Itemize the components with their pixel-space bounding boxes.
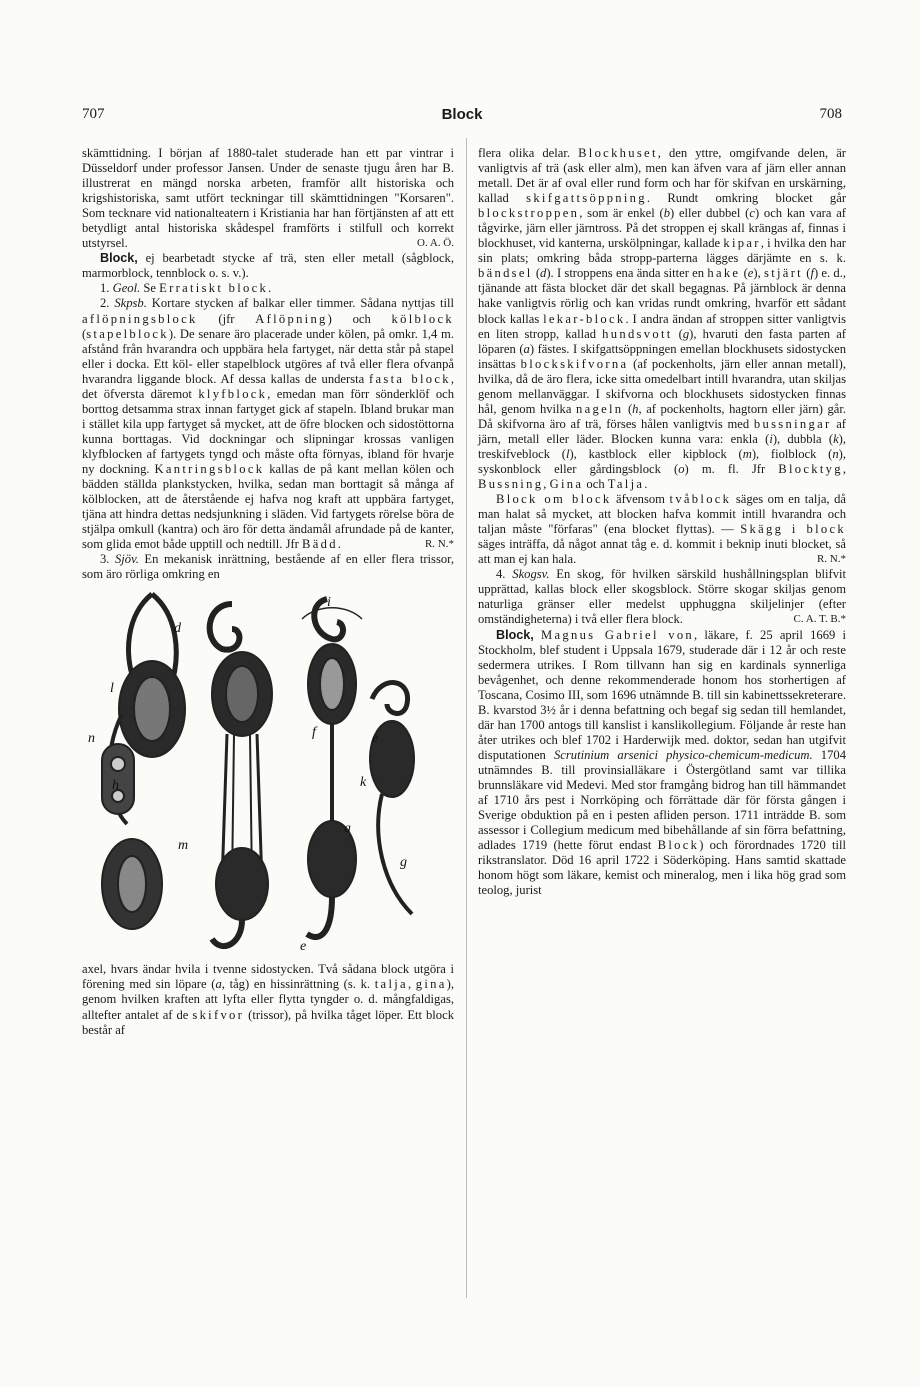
sense-forestry: 4. Skogsv. En skog, för hvilken särskild hushållningsplan blifvit upprättad, kallas block eller skogsblock. Större skogar skiljas genom naturliga gränser eller medelst upphuggna skiljelinjer (efter omständigheterna) i två eller flera block. C. A. T. B.* (478, 567, 846, 627)
author-signature: C. A. T. B.* (793, 613, 846, 626)
label-e: e (372, 731, 379, 747)
block-parts-paragraph: flera olika delar. Blockhuset, den yttre, omgifvande delen, är vanligtvis af trä (ask eller alm), men kan äfven vara af järn eller annan metall. Det är af oval eller rund form och har för skifvan en urskärning, kallad skifgattsöppning. Rundt omkring blocket går blockstroppen, som är enkel (b) eller dubbel (c) och kan vara af tågvirke, järn eller järntross. På det stroppen ej skall krängas af, finnas i blockhuset, vid kanterna, urskölpningar, kallade kipar, i hvilka den har sin plats; omkring båda stropp-parterna lägges därjämte en s. k. bändsel (d). I stroppens ena ända sitter en hake (e), stjärt (f) e. d., tjänande att fästa blocket där det skall begagnas. På järnblock är denna hake vanligtvis rörlig och kan vridas rundt omkring, hvarför ett sådant block kallas lekar-block. I andra ändan af stroppen sitter vanligtvis en liten stropp, kallad hundsvott (g), hvaruti den fasta parten af löparen (a) fästes. I skifgattsöppningen emellan blockhusets sidostycken insättas blockskifvorna (af pockenholts, järn eller annan metall), hvilka, då de äro flera, icke sitta omedelbart intill hvarandra, utan skiljas genom mellanväggar. I skifvorna och blockhusets sidostycken finnas hål, genom hvilka nageln (h, af pockenholts, hagtorn eller järn) går. Då skifvorna äro af trä, förses hålen vanligtvis med bussningar af järn, metall eller läder. Blocken kunna vara: enkla (i), dubbla (k), treskifveblock (l), kastblock eller kipblock (m), fiolblock (n), syskonblock eller gårdingsblock (o) m. fl. Jfr Blocktyg, Bussning, Gina och Talja. (478, 146, 847, 492)
label-g: g (400, 855, 407, 871)
intro-paragraph: skämttidning. I början af 1880-talet studerade han ett par vintrar i Düsseldorf under professor Jansen. Under de senaste tjugu åren har B. illustrerat en mängd norska arbeten, framför allt historiska och krigshistoriska, samt utfört teckningar till skämttidningen "Korsaren". Som tecknare vid nationalteatern i Kristiania har han förtjänsten af att ett betydligt antal historiska skådespel framförts i stilfull och korrekt utstyrsel. O. A. Ö. (82, 146, 454, 251)
author-signature: R. N.* (424, 538, 454, 551)
label-d: d (174, 621, 181, 637)
label-e-bottom: e (300, 939, 307, 955)
headword: Block, (496, 627, 534, 642)
running-title: Block (441, 106, 483, 123)
label-i: i (327, 595, 331, 611)
author-signature: R. N.* (816, 553, 846, 566)
hook-top (210, 604, 240, 650)
sense-seamanship-cont: axel, hvars ändar hvila i tvenne sidostycken. Två sådana block utgöra i förening med sin löpare (a, tåg) en hissinrättning (s. k. talja, gina), genom hvilken kraften att lyfta eller flytta tyngder o. d. mångfaldigas, alltefter antalet af de skifvor (trissor), på hvilka tåget löper. Ett block består af (82, 962, 455, 1037)
sense-shipbuilding: 2. Skpsb. Kortare stycken af balkar eller timmer. Sådana nyttjas till aflöpningsblock (jfr Aflöpning) och kölblock (stapelblock). De senare äro placerade under kölen, på omkr. 1,4 m. afstånd från hvarandra och uppbära hela fartyget, när detta står på stapel eller i docka. Ett köl- eller stapelblock utgöres af två eller flera ofvanpå hvarandra liggande block. Af dessa kallas de understa fasta block, det öfversta däremot klyfblock, emedan man förr sönderklöf och borttog detsamma strax innan fartyget gick af stapeln. Ibland brukar man i stället kila upp fartyget så mycket, att de öfre blocken och sidostöttorna kunna borttagas. Vid dockningar och slipningar krossas vanligen klyfblocken af fartygets tyngd och måste ofta förnyas, ibland för hvarje ny dockning. Kantringsblock kallas de på kant mellan kölen och bädden ställda plankstycken, hvilka, sedan man borttagit så många af kölblocken, att de återstående ej hafva nog kraft att uppbära fartyget, tjäna att hindra dettas nedsjunkning i släden. Vid fartygets rörelse böra de stjälpa omkull (kantra) och äro för detta ändamål afrundade på de kanter, som glida emot både upptill och nedtill. Jfr Bädd. R. N.* (82, 296, 455, 552)
lower-block (216, 848, 268, 920)
pulley-blocks-drawing (82, 584, 454, 959)
block-om-block-paragraph: Block om block äfvensom tvåblock säges om en talja, då man halat så mycket, att blocken hafva kommit intill hvarandra och taljan måste "förfaras" (ena blocket flyttas). — Skägg i block säges inträffa, då något annat tåg e. d. kommit i beknip inuti blocket, så att man ej kan hala. R. N.* (478, 492, 846, 567)
column-divider (466, 138, 467, 1298)
page-number-left: 707 (82, 106, 105, 122)
label-n: n (88, 731, 95, 747)
sense-seamanship: 3. Sjöv. En mekanisk inrättning, bestående af en eller flera trissor, som äro rörliga omkring en (82, 552, 454, 582)
headword: Block, (100, 251, 138, 266)
entry-magnus-gabriel-von-block: Block, Magnus Gabriel von, läkare, f. 25 april 1669 i Stockholm, blef student i Uppsala 1679, studerade där i 12 år och reste sedermera utrikes. I Rom tillvann han sig en kardinals synnerliga bevågenhet, och denne rekommenderade honom hos storhertigen af Toscana, Cosimo III, som 1696 utnämnde B. till sin kabinettssekreterare. B. kvarstod 3½ år i denna befattning och begaf sig sedan till hemlandet, där han 1700 antogs till kanslist i kanslikollegium. Följande år reste han åter utrikes och blef 1702 i Harderwijk med. doktor, sedan han utgifvit disputationen Scrutinium arsenici physico-chemicum-medicum. 1704 utnämndes B. till provinsialläkare i Östergötland samt var tillika brunnsläkare vid Medevi. Med stor framgång bidrog han till hämmandet af 1710 års pest i Norrköping och förrättade där för första gången i Sverige obduktion på en i pesten afliden person. 1711 inträdde B. som assessor i Collegium medicum med bibehållande af sin förra befattning, adlades 1719 (hette förut endast Block) och förordnades 1720 till rikstranslator. Död 16 april 1722 i Söderköping. Hans samtid skattade honom högt som läkare, kemist och mineralog, men i lika hög grad som teolog, jurist (478, 627, 846, 898)
label-m: m (178, 838, 189, 854)
sense-geology: 1. Geol. Se Erratiskt block. (100, 281, 274, 296)
cross-reference: Erratiskt block. (159, 281, 274, 296)
left-column (82, 146, 454, 1038)
hook-bottom (212, 920, 242, 946)
pulley-blocks-illustration (82, 584, 454, 959)
label-f: f (312, 725, 316, 741)
label-k: k (360, 775, 367, 791)
label-l: l (110, 681, 114, 697)
label-a: a (344, 821, 351, 837)
right-column (478, 146, 846, 898)
page-number-right: 708 (819, 106, 842, 122)
author-signature: O. A. Ö. (417, 237, 454, 250)
pulley-sheave (134, 677, 170, 741)
entry-block-definition: Block, ej bearbetadt stycke af trä, sten eller metall (sågblock, marmorblock, tennblock o. s. v.). (82, 251, 454, 281)
label-h: h (112, 778, 119, 794)
page-header (82, 106, 842, 128)
